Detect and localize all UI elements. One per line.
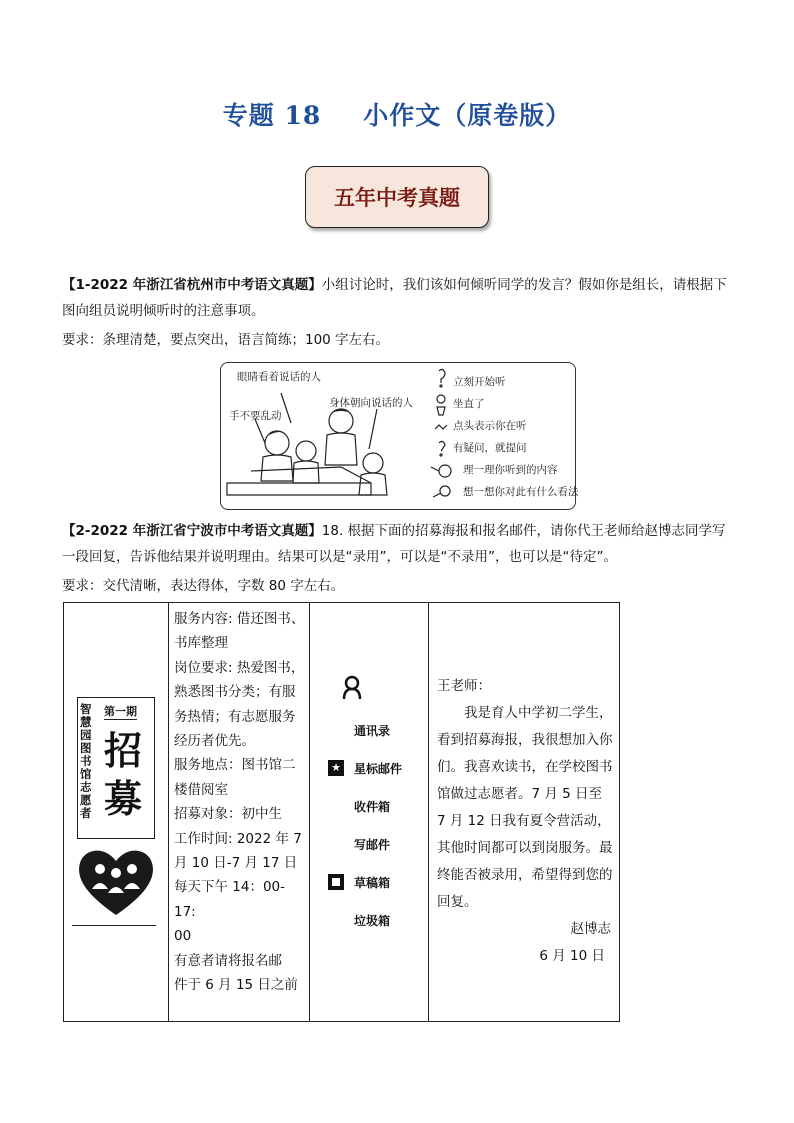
poster-line: 件于 6 月 15 日之前 [174, 977, 298, 994]
tip-item: 理一理你听到的内容 [463, 464, 558, 476]
poster-line: 工作时间: 2022 年 7 [174, 830, 302, 847]
mail-item-starred[interactable] [328, 749, 428, 787]
title-topic: 专题 18 [222, 101, 322, 130]
poster-line: 招募对象：初中生 [174, 806, 282, 823]
label-body: 身体朝向说话的人 [329, 397, 413, 409]
contacts-icon [342, 675, 362, 701]
mail-item-label: 垃圾箱 [354, 913, 391, 928]
recruitment-table [63, 602, 620, 1022]
mail-item-label: 草稿箱 [354, 875, 391, 890]
q1-requirement: 要求：条理清楚，要点突出，语言简练；100 字左右。 [62, 332, 390, 348]
poster-line: 00 [174, 928, 192, 945]
poster-text-cell [169, 603, 310, 1022]
tip-item: 有疑问，就提问 [453, 442, 527, 454]
q1-prompt [62, 272, 732, 324]
poster-vertical-title: 智慧园图书馆志愿者 [80, 702, 92, 820]
drafts-icon [328, 874, 344, 890]
poster-line: 书库整理 [174, 635, 228, 652]
poster-line: 服务内容: 借还图书、 [174, 611, 305, 627]
tip-item: 点头表示你在听 [453, 420, 527, 432]
tip-item: 坐直了 [453, 398, 485, 410]
poster-graphic-cell [64, 603, 169, 1022]
poster-text [169, 603, 309, 998]
poster-line: 经历者优先。 [174, 733, 255, 750]
poster-line: 熟悉图书分类；有服 [174, 684, 296, 701]
mail-item-label: 通讯录 [354, 723, 391, 738]
q1-tag: 【1-2022 年浙江省杭州市中考语文真题】 [62, 277, 322, 293]
page-title [0, 96, 794, 132]
mail-item-label: 写邮件 [354, 837, 391, 852]
q1-text: 小组讨论时，我们该如何倾听同学的发言？假如你是组长，请根据下图向组员说明倾听时的注意事项。 [62, 277, 727, 319]
application-letter [429, 603, 619, 970]
q2-text: 18. 根据下面的招募海报和报名邮件，请你代王老师给赵博志同学写一段回复，告诉他结果并说明理由。结果可以是“录用”，可以是“不录用”，也可以是“待定”。 [62, 523, 726, 565]
mail-item-label: 收件箱 [354, 799, 391, 814]
poster-big-text: 招募 [104, 728, 143, 821]
poster-line: 务热情；有志愿服务 [174, 708, 296, 725]
poster-line: 服务地点：图书馆二 [174, 757, 296, 774]
label-hands: 手不要乱动 [229, 410, 282, 422]
letter-signature: 赵博志 [570, 921, 611, 937]
mailbox-menu [310, 603, 428, 939]
q2-prompt [62, 518, 732, 570]
letter-greeting: 王老师： [437, 678, 491, 694]
poster-issue: 第一期 [104, 705, 137, 718]
poster-line: 月 10 日-7 月 17 日 [174, 855, 298, 872]
listening-figure [220, 362, 579, 510]
mail-item-compose[interactable] [328, 825, 428, 863]
poster-line: 有意者请将报名邮 [174, 952, 282, 969]
star-icon: ★ [328, 760, 344, 776]
mail-item-trash[interactable] [328, 901, 428, 939]
title-subtitle: 小作文（原卷版） [363, 101, 572, 130]
mail-item-label: 星标邮件 [354, 761, 403, 776]
mail-item-contacts[interactable] [328, 711, 428, 749]
poster-line: 每天下午 14：00-17: [174, 879, 286, 920]
tips-list [453, 371, 579, 503]
tip-item: 立刻开始听 [453, 376, 506, 388]
letter-body: 我是育人中学初二学生，看到招募海报，我很想加入你们。我喜欢读书，在学校图书馆做过志愿者。7 月 5 日至 7 月 12 日我有夏令营活动，其他时间都可以到岗服务。最终能否被录用，希望得到您的回复。 [437, 705, 613, 910]
letter-cell [429, 603, 620, 1022]
poster-line: 楼借阅室 [174, 781, 228, 798]
letter-date: 6 月 10 日 [539, 948, 605, 964]
volunteer-heart-icon [74, 843, 158, 919]
section-badge: 五年中考真题 [305, 166, 489, 228]
tip-item: 想一想你对此有什么看法 [463, 486, 579, 498]
q2-requirement: 要求：交代清晰，表达得体，字数 80 字左右。 [62, 578, 345, 594]
mail-item-inbox[interactable] [328, 787, 428, 825]
q2-tag: 【2-2022 年浙江省宁波市中考语文真题】 [62, 523, 322, 539]
mail-item-drafts[interactable] [328, 863, 428, 901]
mailbox-cell [310, 603, 429, 1022]
poster-divider [72, 925, 156, 926]
kids-illustration [221, 363, 421, 509]
poster-line: 岗位要求: 热爱图书， [174, 659, 305, 676]
label-eyes: 眼睛看着说话的人 [237, 371, 321, 383]
